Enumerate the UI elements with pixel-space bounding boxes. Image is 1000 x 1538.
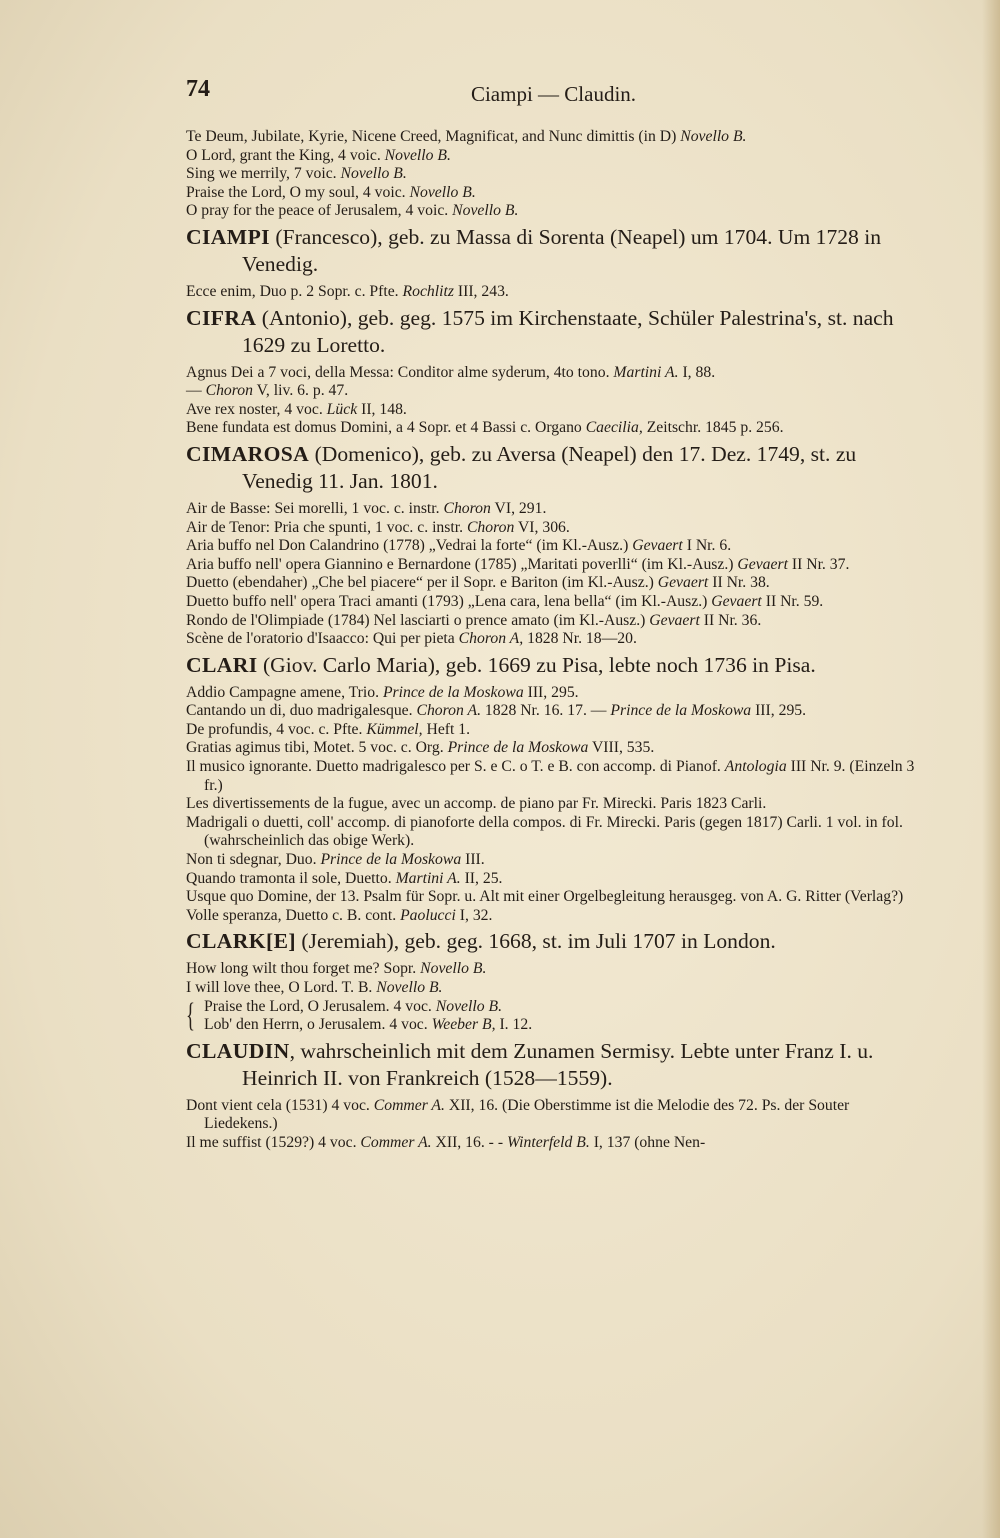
composer-biography: , wahrscheinlich mit dem Zunamen Sermisy. Lebte unter Franz I. u. Heinrich II. von Frankreich (1528—1559). [242,1038,874,1090]
entry-title: Addio Campagne amene, Trio. [186,683,380,701]
page-number: 74 [186,76,210,102]
entry-source: Choron [466,518,515,536]
catalog-entry [186,574,921,593]
catalog-entry [186,537,921,556]
entry-source: Novello B. [452,202,519,220]
page-header [186,68,921,108]
catalog-entry [186,870,921,889]
composer-section [186,928,921,1034]
entry-reference: VI, 306. [514,518,570,536]
entry-title: Duetto buffo nell' opera Traci amanti (1793) „Lena cara, lena bella“ (im Kl.-Ausz.) [186,592,708,610]
entry-title: Usque quo Domine, der 13. Psalm für Sopr. u. Alt mit einer Orgelbegleitung herausgeg. von A. G. Ritter (Verlag?) [186,888,904,906]
entry-reference: VI, 291. [490,499,547,517]
entry-source: Commer A. [373,1096,445,1114]
catalog-entry [204,1016,532,1035]
composer-name: CLARK[E] [186,929,296,954]
entry-source: Gevaert [711,592,762,610]
entry-reference: II Nr. 59. [761,592,824,610]
entry-title: Non ti sdegnar, Duo. [186,851,317,869]
catalog-entry [186,593,921,612]
catalog-entry [186,184,921,203]
catalog-entry [186,684,921,703]
composer-section [186,305,921,438]
entry-source: Novello B. [420,960,487,978]
composer-heading [186,1038,921,1092]
entry-reference: III. [461,851,485,869]
entry-title: Air de Basse: Sei morelli, 1 voc. c. instr. [186,499,440,517]
entry-title: Scène de l'oratorio d'Isaacco: Qui per pieta [186,630,455,648]
composer-biography: (Antonio), geb. geg. 1575 im Kirchenstaate, Schüler Palestrina's, st. nach 1629 zu Loretto. [242,305,894,357]
catalog-entry [186,851,921,870]
entry-source: Choron A, [458,630,524,648]
catalog-entry [186,556,921,575]
bracketed-entries [186,998,921,1035]
catalog-entry [186,401,921,420]
composer-name: CLAUDIN [186,1038,290,1063]
entry-reference: I Nr. 6. [682,537,732,555]
catalog-entry [204,998,532,1017]
catalog-entry [186,702,921,721]
entry-source: Novello B. [384,146,451,164]
entry-reference: I, 137 (ohne Nen- [589,1133,706,1151]
entry-source: Choron [443,499,491,517]
entry-title: Agnus Dei a 7 voci, della Messa: Conditor alme syderum, 4to tono. [186,363,610,381]
entry-source: Kümmel, [366,720,423,738]
entry-source: Novello B. [680,128,747,145]
entry-title: How long wilt thou forget me? Sopr. [186,960,417,978]
entry-reference: III, 295. [751,702,807,720]
catalog-entry [186,519,921,538]
entry-title: Rondo de l'Olimpiade (1784) Nel lasciarti o prence amato (im Kl.-Ausz.) [186,611,646,629]
entry-title: Praise the Lord, O Jerusalem. 4 voc. [204,997,432,1015]
entry-source: Weeber B, [431,1016,496,1034]
catalog-entry [186,758,921,795]
catalog-entry [186,612,921,631]
entry-reference: III, 243. [453,282,509,300]
composer-biography: (Jeremiah), geb. geg. 1668, st. im Juli 1707 in London. [295,929,776,954]
entry-source: Novello B. [435,997,503,1015]
entry-reference: III Nr. 9. (Einzeln 3 fr.) [204,758,915,794]
running-title: Ciampi — Claudin. [470,82,637,106]
catalog-entry [186,202,921,221]
catalog-entry [186,739,921,758]
entry-source: Prince de la Moskowa [382,683,524,701]
catalog-entry [186,147,921,166]
entry-source: Lück [326,400,358,418]
composer-section [186,224,921,302]
entry-source: Choron [205,382,253,400]
entry-source: Prince de la Moskowa [447,739,589,757]
entry-title: — [186,382,206,400]
entry-reference: II Nr. 38. [708,574,770,592]
composer-section [186,652,921,926]
entry-source: Prince de la Moskowa [320,851,462,869]
composer-heading [186,928,921,955]
catalog-entry [186,907,921,926]
entry-title: I will love thee, O Lord. T. B. [186,979,373,996]
entry-reference: VIII, 535. [588,739,655,757]
entry-title: Madrigali o duetti, coll' accomp. di pianoforte della compos. di Fr. Mirecki. Paris (gegen 1817) Carli. 1 vol. in fol. (wahrscheinlich das obige Werk). [186,813,903,850]
composer-name: CIFRA [186,305,257,330]
composer-name: CIMAROSA [186,441,310,466]
entry-title: Sing we merrily, 7 voic. [186,165,337,183]
entry-title: Quando tramonta il sole, Duetto. [186,869,392,887]
entry-title: Volle speranza, Duetto c. B. cont. [186,906,397,924]
entry-reference: I, 32. [455,906,493,924]
composer-heading [186,305,921,359]
entry-source: Gevaert [737,555,788,573]
entry-source: Novello B. [409,183,476,201]
entry-reference: 1828 Nr. 18—20. [523,630,637,648]
entry-title: Dont vient cela (1531) 4 voc. [186,1096,370,1114]
composer-biography: (Giov. Carlo Maria), geb. 1669 zu Pisa, lebte noch 1736 in Pisa. [257,652,816,677]
entry-title: Il musico ignorante. Duetto madrigalesco per S. e C. o T. e B. con accomp. di Pianof. [186,758,721,776]
catalog-entry [186,419,921,438]
entry-reference: II, 148. [357,400,407,418]
entry-title: Te Deum, Jubilate, Kyrie, Nicene Creed, Magnificat, and Nunc dimittis (in D) [186,128,677,145]
catalog-entry [186,979,921,998]
bracketed-entry-list [204,998,532,1035]
entry-source: Martini A. [395,869,461,887]
entry-reference: I. 12. [495,1016,533,1034]
entry-title: Cantando un di, duo madrigalesque. [186,702,413,720]
entry-source: Commer A. [360,1133,432,1151]
entry-title: Air de Tenor: Pria che spunti, 1 voc. c. instr. [186,518,464,536]
entry-source: Novello B. [376,979,443,996]
entry-reference: II, 25. [460,869,503,887]
catalog-entry [186,128,921,147]
composer-heading [186,224,921,278]
composer-heading [186,441,921,495]
catalog-entry [186,500,921,519]
entry-reference: II Nr. 36. [699,611,762,629]
entry-title: Lob' den Herrn, o Jerusalem. 4 voc. [204,1016,428,1034]
catalog-entry [186,283,921,302]
catalog-entry [186,382,921,401]
catalog-entry [186,1134,921,1153]
entry-reference: Zeitschr. 1845 p. 256. [642,419,784,437]
entry-reference: II Nr. 37. [787,555,850,573]
entry-source: Novello B. [340,165,407,183]
entry-title: Gratias agimus tibi, Motet. 5 voc. c. Org. [186,739,444,757]
entry-source: Martini A. [613,363,679,381]
entry-source: Paolucci [400,906,456,924]
entry-reference: 1828 Nr. 16. 17. — [481,702,607,720]
entry-title: O pray for the peace of Jerusalem, 4 voic. [186,202,449,220]
entry-title: Il me suffist (1529?) 4 voc. [186,1133,357,1151]
entry-title: Les divertissements de la fugue, avec un accomp. de piano par Fr. Mirecki. Paris 1823 Carli. [186,795,767,813]
entry-title: O Lord, grant the King, 4 voic. [186,146,381,164]
composer-biography: (Domenico), geb. zu Aversa (Neapel) den 17. Dez. 1749, st. zu Venedig 11. Jan. 1801. [242,441,857,493]
content-body [186,128,921,1153]
catalog-entry [186,165,921,184]
entry-reference: V, liv. 6. p. 47. [252,382,349,400]
entry-reference: Heft 1. [422,720,471,738]
entry-title: Aria buffo nel Don Calandrino (1778) „Vedrai la forte“ (im Kl.-Ausz.) [186,537,629,555]
entry-source: Winterfeld B. [506,1133,590,1151]
entry-source: Gevaert [632,537,683,555]
composer-section [186,441,921,649]
entry-reference: III, 295. [523,683,579,701]
composer-section [186,128,921,221]
entry-title: Bene fundata est domus Domini, a 4 Sopr. et 4 Bassi c. Organo [186,419,582,437]
catalog-entry [186,814,921,851]
catalog-entry [186,960,921,979]
composer-biography: (Francesco), geb. zu Massa di Sorenta (Neapel) um 1704. Um 1728 in Venedig. [242,224,882,276]
entry-reference: XII, 16. (Die Oberstimme ist die Melodie des 72. Ps. der Souter Liedekens.) [204,1096,850,1133]
catalog-entry [186,721,921,740]
entry-source: Gevaert [649,611,700,629]
catalog-entry [186,630,921,649]
entry-source: Gevaert [657,574,709,592]
entry-reference: I, 88. [678,363,716,381]
entry-title: Praise the Lord, O my soul, 4 voic. [186,183,406,201]
entry-source: Rochlitz [402,282,454,300]
catalog-entry [186,1097,921,1134]
entry-title: De profundis, 4 voc. c. Pfte. [186,720,363,738]
entry-title: Duetto (ebendaher) „Che bel piacere“ per il Sopr. e Bariton (im Kl.-Ausz.) [186,574,654,592]
composer-section [186,1038,921,1153]
brace-icon: { [186,996,195,1034]
entry-source: Choron A. [416,702,481,720]
entry-reference: XII, 16. - - [431,1133,504,1151]
entry-title: Ave rex noster, 4 voc. [186,400,323,418]
composer-name: CLARI [186,652,258,677]
entry-source: Antologia [724,758,787,776]
composer-name: CIAMPI [186,224,270,249]
catalog-entry [186,888,921,907]
entry-source: Prince de la Moskowa [610,702,752,720]
entry-source: Caecilia, [585,419,643,437]
entry-title: Ecce enim, Duo p. 2 Sopr. c. Pfte. [186,282,399,300]
catalog-entry [186,795,921,814]
entry-title: Aria buffo nell' opera Giannino e Bernardone (1785) „Maritati poverlli“ (im Kl.-Ausz.) [186,555,734,573]
composer-heading [186,652,921,679]
catalog-entry [186,364,921,383]
page-edge-shadow [982,0,1000,1538]
